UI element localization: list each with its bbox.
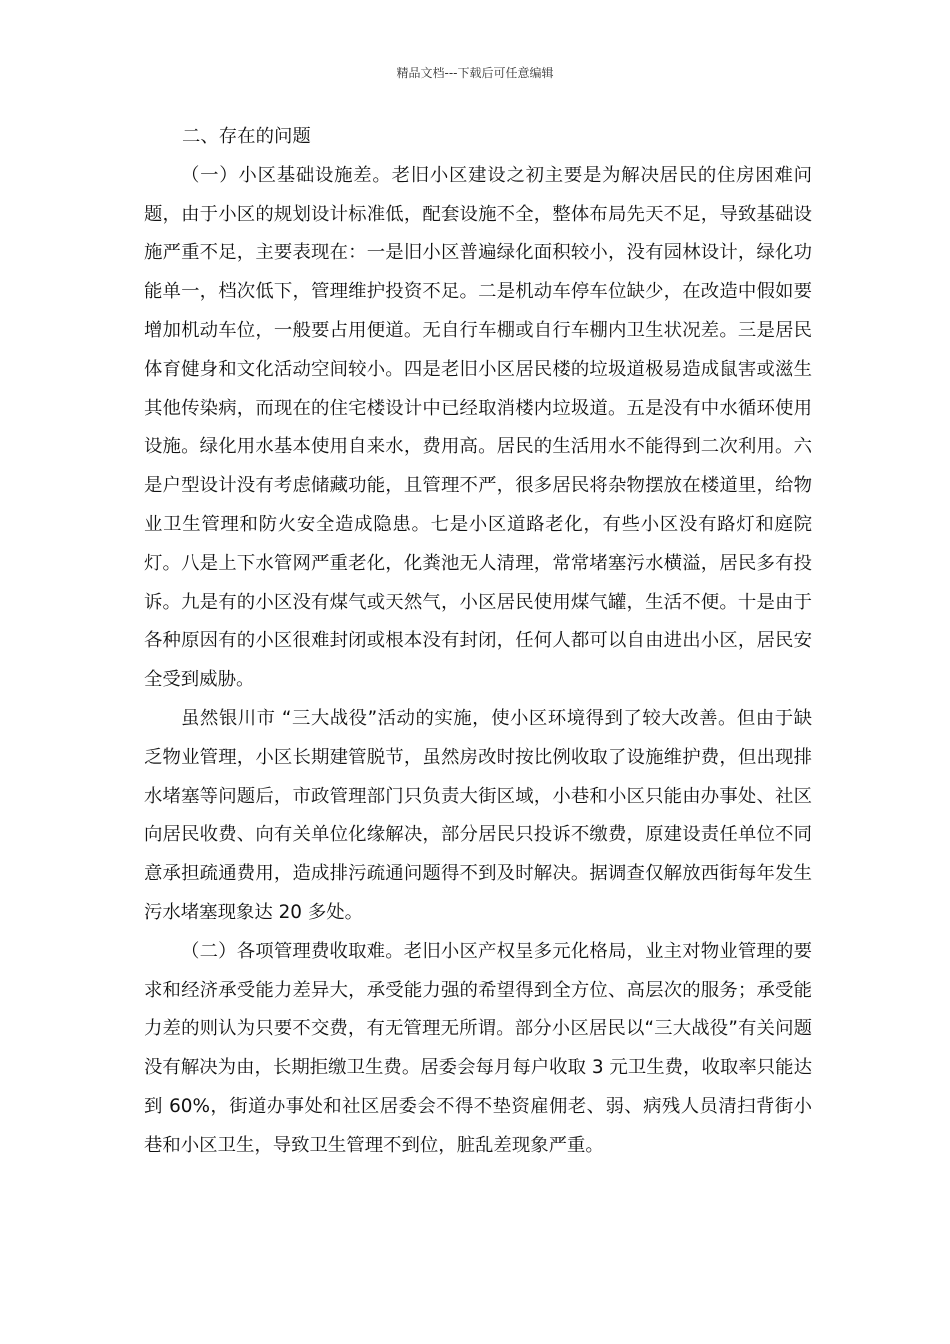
page-header: 精品文档---下载后可任意编辑 (396, 66, 554, 80)
paragraph-yinchuan-campaign: 虽然银川市 “三大战役”活动的实施，使小区环境得到了较大改善。但由于缺乏物业管理，小区长期建管脱节，虽然房改时按比例收取了设施维护费，但出现排水堵塞等问题后，市政管理部门只负责大街区域，小巷和小区只能由办事处、社区向居民收费、向有关单位化缘解决，部分居民只投诉不缴费，原建设责任单位不同意承担疏通费用，造成排污疏通问题得不到及时解决。据调查仅解放西街每年发生污水堵塞现象达 20 多处。 (144, 707, 812, 923)
paragraph-management-fees: （二）各项管理费收取难。老旧小区产权呈多元化格局，业主对物业管理的要求和经济承受能力差异大，承受能力强的希望得到全方位、高层次的服务；承受能力差的则认为只要不交费，有无管理无所谓。部分小区居民以“三大战役”有关问题没有解决为由，长期拒缴卫生费。居委会每月每户收取 3 元卫生费，收取率只能达到 60%，街道办事处和社区居委会不得不垫资雇佣老、弱、病残人员清扫背街小巷和小区卫生，导致卫生管理不到位，脏乱差现象严重。 (144, 940, 812, 1156)
document-body (144, 118, 812, 1166)
section-title: 二、存在的问题 (182, 126, 311, 147)
paragraph-infrastructure: （一）小区基础设施差。老旧小区建设之初主要是为解决居民的住房困难问题，由于小区的规划设计标准低，配套设施不全，整体布局先天不足，导致基础设施严重不足，主要表现在：一是旧小区普遍绿化面积较小，没有园林设计，绿化功能单一，档次低下，管理维护投资不足。二是机动车停车位缺少，在改造中假如要增加机动车位，一般要占用便道。无自行车棚或自行车棚内卫生状况差。三是居民体育健身和文化活动空间较小。四是老旧小区居民楼的垃圾道极易造成鼠害或滋生其他传染病，而现在的住宅楼设计中已经取消楼内垃圾道。五是没有中水循环使用设施。绿化用水基本使用自来水，费用高。居民的生活用水不能得到二次利用。六是户型设计没有考虑储藏功能，且管理不严，很多居民将杂物摆放在楼道里，给物业卫生管理和防火安全造成隐患。七是小区道路老化，有些小区没有路灯和庭院灯。八是上下水管网严重老化，化粪池无人清理，常常堵塞污水横溢，居民多有投诉。九是有的小区没有煤气或天然气，小区居民使用煤气罐，生活不便。十是由于各种原因有的小区很难封闭或根本没有封闭，任何人都可以自由进出小区，居民安全受到威胁。 (144, 164, 812, 691)
